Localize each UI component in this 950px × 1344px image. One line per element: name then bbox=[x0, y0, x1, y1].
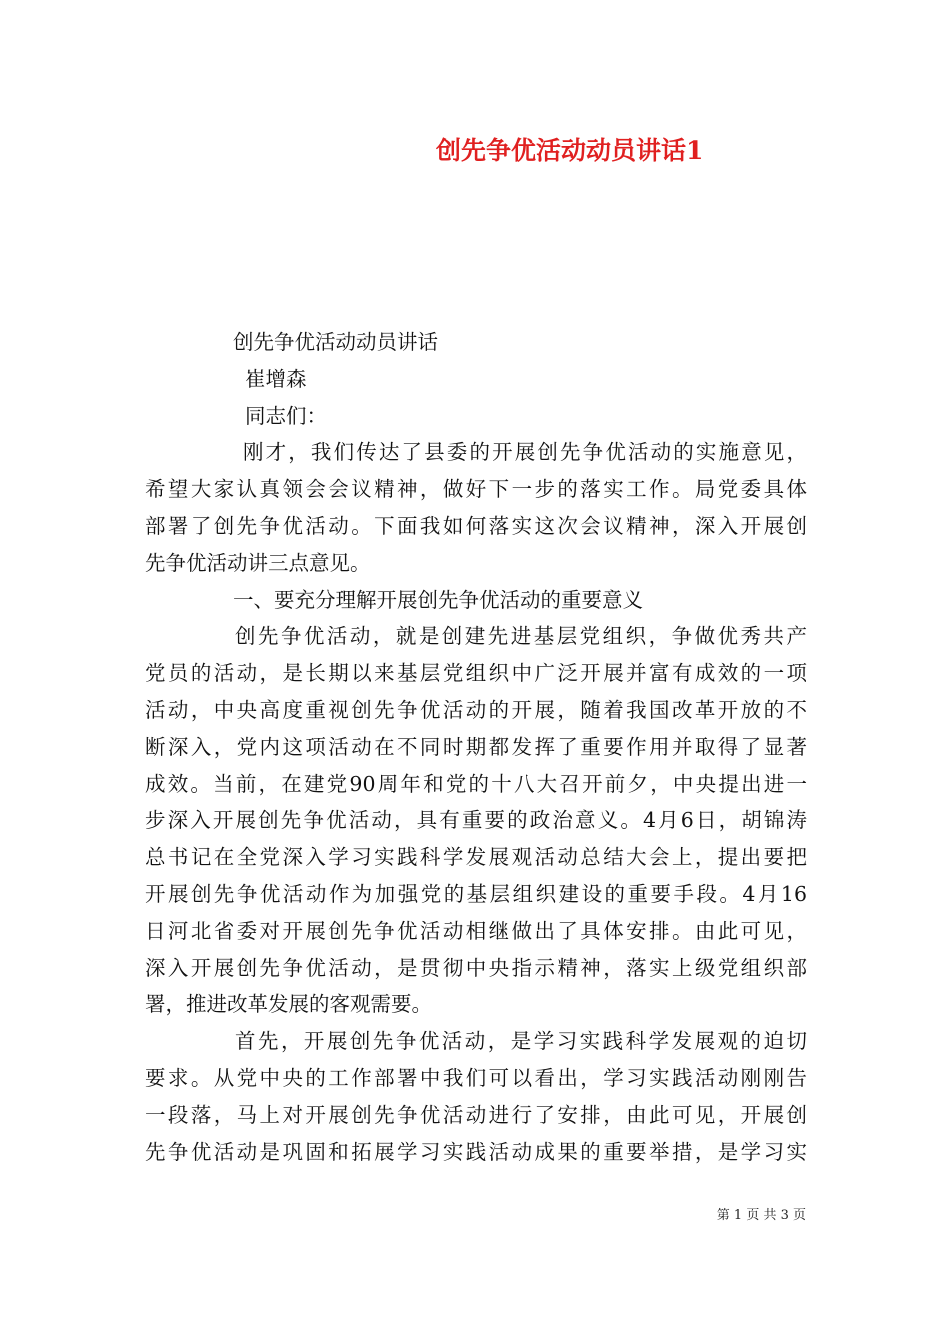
paragraph-line: 开展创先争优活动作为加强党的基层组织建设的重要手段。4月16 bbox=[145, 881, 807, 906]
paragraph-line: 深入开展创先争优活动，是贯彻中央指示精神，落实上级党组织部 bbox=[145, 955, 807, 980]
paragraph-line: 总书记在全党深入学习实践科学发展观活动总结大会上，提出要把 bbox=[145, 845, 807, 870]
paragraph-line: 刚才，我们传达了县委的开展创先争优活动的实施意见， bbox=[243, 440, 807, 465]
greeting: 同志们： bbox=[245, 403, 327, 428]
paragraph-line: 首先，开展创先争优活动，是学习实践科学发展观的迫切 bbox=[235, 1029, 807, 1054]
paragraph-1 bbox=[145, 434, 807, 581]
paragraph-line: 先争优活动是巩固和拓展学习实践活动成果的重要举措，是学习实 bbox=[145, 1139, 807, 1164]
paragraph-3 bbox=[145, 1023, 807, 1170]
paragraph-line: 日河北省委对开展创先争优活动相继做出了具体安排。由此可见， bbox=[145, 918, 807, 943]
section-heading: 一、要充分理解开展创先争优活动的重要意义 bbox=[233, 587, 643, 612]
paragraph-line: 步深入开展创先争优活动，具有重要的政治意义。4月6日，胡锦涛 bbox=[145, 808, 807, 833]
paragraph-2 bbox=[145, 618, 807, 1023]
paragraph-line: 成效。当前，在建党90周年和党的十八大召开前夕，中央提出进一 bbox=[145, 771, 807, 796]
paragraph-line: 部署了创先争优活动。下面我如何落实这次会议精神，深入开展创 bbox=[145, 513, 807, 538]
paragraph-line: 希望大家认真领会会议精神，做好下一步的落实工作。局党委具体 bbox=[145, 477, 807, 502]
speaker-name: 崔增森 bbox=[245, 366, 307, 391]
speech-title: 创先争优活动动员讲话 bbox=[233, 330, 438, 354]
paragraph-line: 要求。从党中央的工作部署中我们可以看出，学习实践活动刚刚告 bbox=[145, 1065, 807, 1090]
paragraph-line: 一段落，马上对开展创先争优活动进行了安排，由此可见，开展创 bbox=[145, 1102, 807, 1127]
paragraph-line: 党员的活动，是长期以来基层党组织中广泛开展并富有成效的一项 bbox=[145, 661, 807, 686]
paragraph-line: 创先争优活动，就是创建先进基层党组织，争做优秀共产 bbox=[235, 624, 807, 649]
document-body bbox=[145, 324, 807, 1170]
document-title: 创先争优活动动员讲话1 bbox=[436, 136, 704, 165]
paragraph-line: 断深入，党内这项活动在不同时期都发挥了重要作用并取得了显著 bbox=[145, 734, 807, 759]
paragraph-line: 先争优活动讲三点意见。 bbox=[145, 550, 371, 575]
paragraph-line: 活动，中央高度重视创先争优活动的开展，随着我国改革开放的不 bbox=[145, 697, 807, 722]
paragraph-line: 署，推进改革发展的客观需要。 bbox=[145, 992, 432, 1017]
page-number: 第 1 页 共 3 页 bbox=[716, 1208, 806, 1223]
